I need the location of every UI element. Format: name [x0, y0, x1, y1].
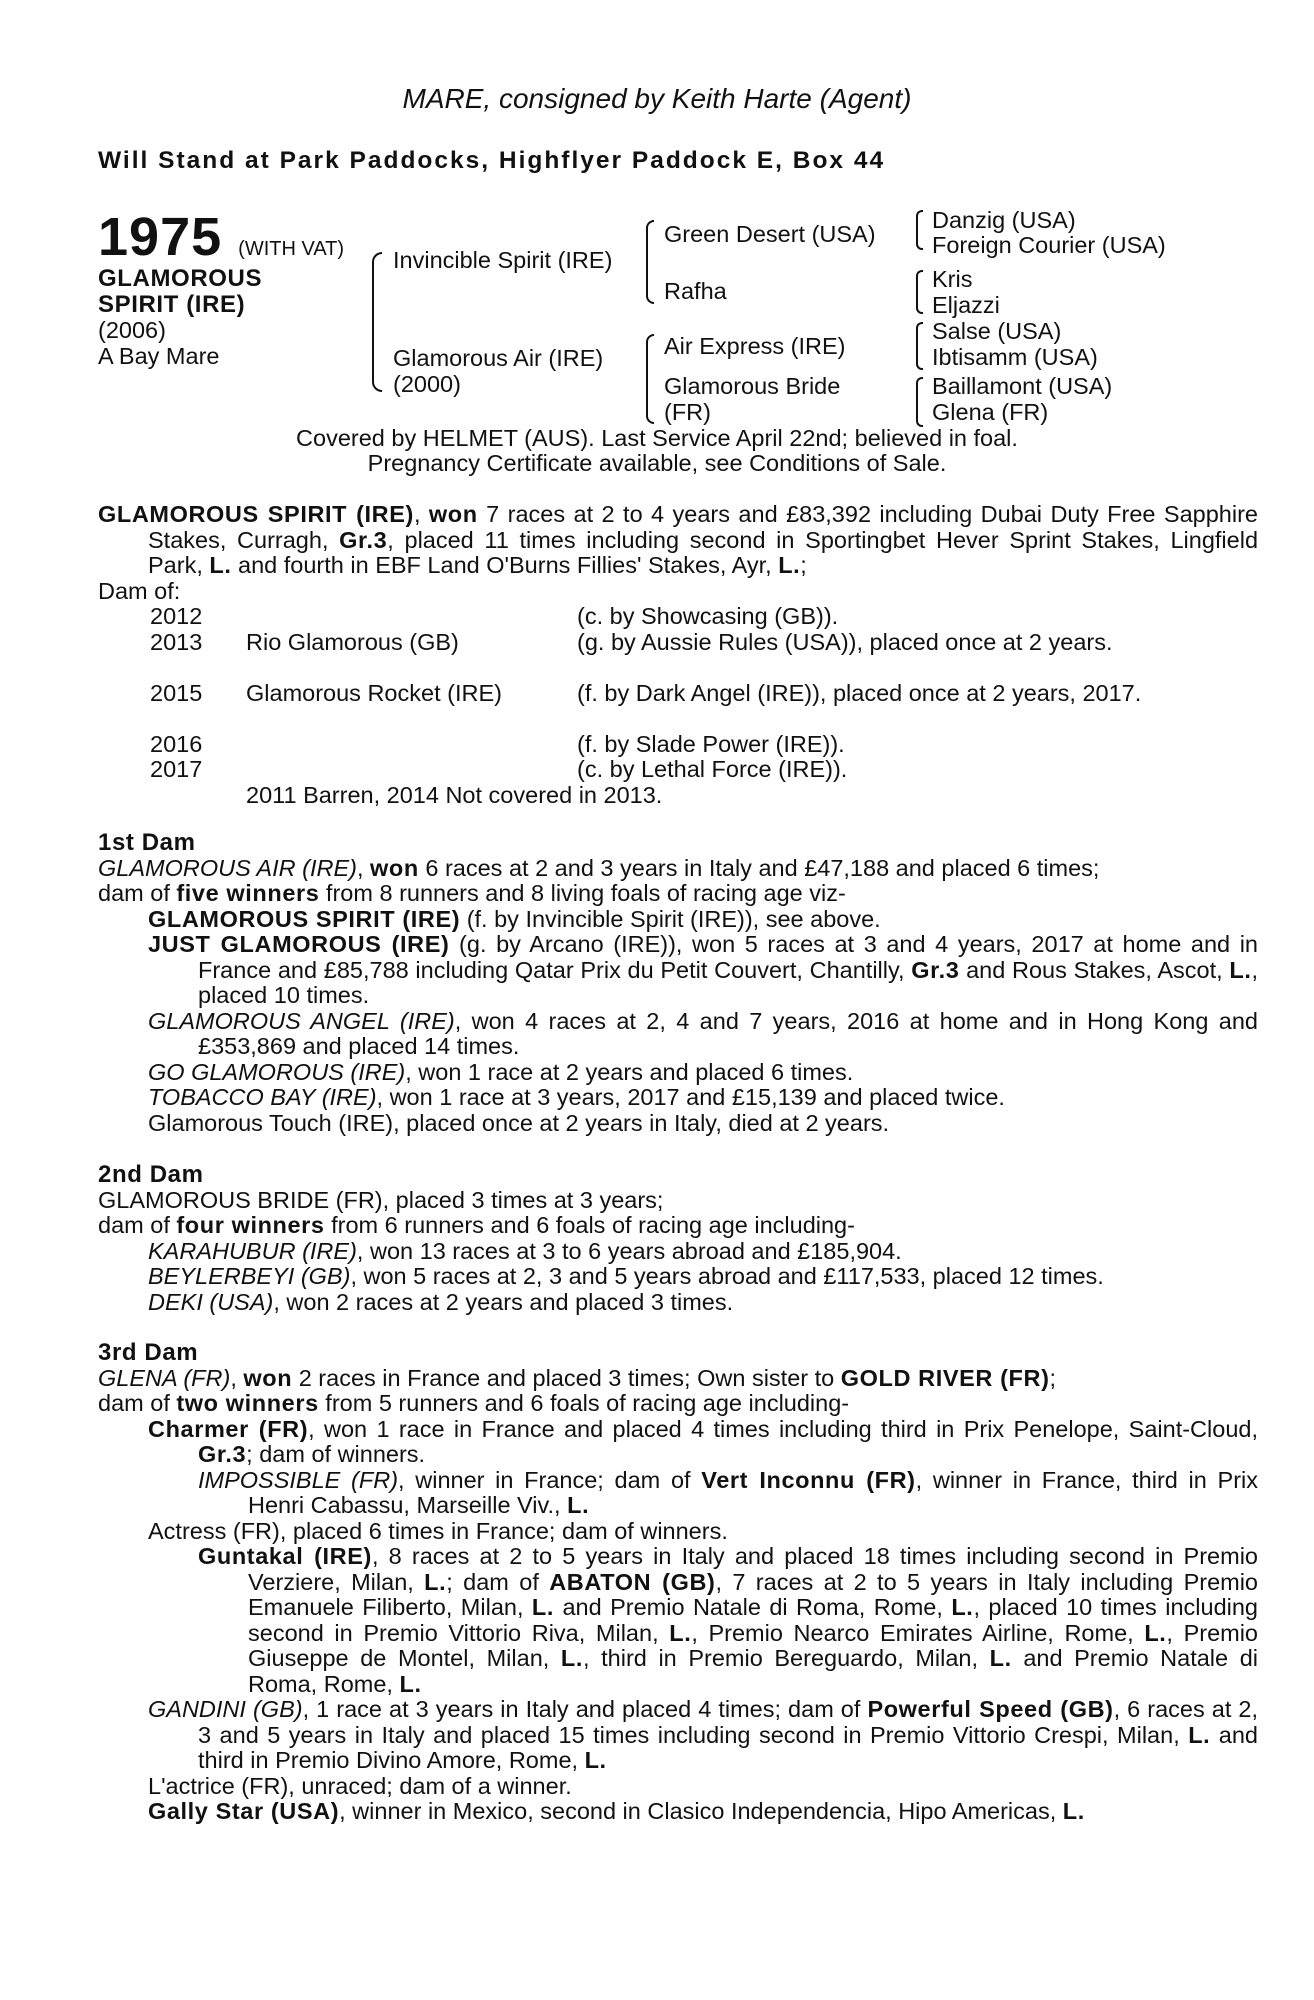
pedigree-sire-dam: Rafha — [664, 278, 727, 304]
child-name: BEYLERBEYI (GB) — [148, 1263, 351, 1289]
listed-label: L. — [424, 1568, 447, 1595]
produce-year: 2012 — [150, 603, 203, 629]
won-label: won — [243, 1364, 293, 1391]
winner-name: ABATON (GB) — [549, 1568, 716, 1595]
intro-text-3: and fourth in EBF Land O'Burns Fillies' Stakes, Ayr, — [231, 552, 779, 578]
child-name: KARAHUBUR (IRE) — [148, 1237, 357, 1264]
first-dam-child — [98, 907, 1208, 933]
third-dam-text: 2 races in France and placed 3 times; Own sister to — [292, 1364, 841, 1391]
child-text: , Premio Giuseppe de Montel, Milan, — [248, 1619, 1259, 1671]
grade-label: Gr.3 — [339, 526, 388, 553]
grade-label: Gr.3 — [198, 1441, 247, 1467]
produce-year: 2015 — [150, 679, 203, 706]
listed-label: L. — [209, 552, 232, 578]
horse-name-line1: GLAMOROUS — [98, 265, 263, 292]
child-name: IMPOSSIBLE (FR) — [198, 1466, 399, 1493]
intro-text-1: 7 races at 2 to 4 years and £83,392 including Dubai Duty Free Sapphire Stakes, Curragh, — [148, 501, 1258, 553]
lot-number-value: 1975 — [98, 207, 223, 267]
third-dam-grandchild — [98, 1543, 1259, 1697]
child-text: , won 4 races at 2, 4 and 7 years, 2016 at home and in Hong Kong and £353,869 and placed 14 times. — [198, 1007, 1259, 1059]
separator: , — [230, 1364, 244, 1391]
pedigree-dam-dam-country: (FR) — [664, 399, 711, 425]
listed-label: L. — [1144, 1619, 1167, 1646]
listed-label: L. — [1062, 1798, 1085, 1824]
child-text: , won 1 race at 3 years, 2017 and £15,139 and placed twice. — [376, 1084, 1005, 1110]
separator: , — [356, 854, 371, 881]
child-entry — [148, 932, 1258, 1009]
summary-text: dam of — [98, 1212, 177, 1238]
produce-row — [0, 630, 1314, 681]
child-entry — [148, 1799, 1258, 1825]
listed-label: L. — [669, 1619, 692, 1646]
third-dam-line — [98, 1366, 1208, 1392]
listed-label: L. — [1188, 1721, 1211, 1748]
child-name: TOBACCO BAY (IRE) — [148, 1084, 377, 1110]
third-dam-grandchild — [98, 1466, 1258, 1519]
produce-desc: (c. by Lethal Force (IRE)). — [577, 756, 848, 782]
barren-note — [0, 783, 1314, 809]
produce-record — [98, 501, 1259, 604]
listed-label: L. — [951, 1594, 974, 1620]
third-dam-produce-summary — [98, 1391, 1208, 1417]
child-text: , won 1 race in France and placed 4 times including third in Prix Penelope, Saint-Cloud, — [308, 1415, 1258, 1442]
third-dam-text: ; — [1049, 1364, 1057, 1391]
pedigree-ddd: Glena (FR) — [932, 399, 1049, 425]
won-label: won — [370, 854, 419, 881]
child-text: , third in Premio Bereguardo, Milan, — [583, 1645, 990, 1671]
brace-ss — [916, 210, 923, 250]
first-dam-child: Glamorous Touch (IRE), placed once at 2 years in Italy, died at 2 years. — [148, 1109, 890, 1136]
listed-label: L. — [567, 1492, 590, 1518]
intro-text-4: ; — [800, 552, 807, 578]
pedigree-dam-year: (2000) — [393, 371, 461, 397]
brace-main — [372, 252, 382, 392]
child-name: GLAMOROUS SPIRIT (IRE) — [148, 905, 461, 932]
child-entry — [198, 1468, 1258, 1519]
grade-label: Gr.3 — [911, 956, 960, 983]
child-text: , Premio Nearco Emirates Airline, Rome, — [691, 1619, 1145, 1646]
winners-count: two winners — [176, 1390, 319, 1416]
covered-note: Covered by HELMET (AUS). Last Service April 22nd; believed in foal. — [296, 425, 1018, 451]
horse-description: A Bay Mare — [98, 343, 220, 369]
third-dam-child — [98, 1415, 1258, 1468]
first-dam-produce-summary — [98, 881, 1208, 907]
pedigree-dss: Salse (USA) — [932, 318, 1062, 344]
produce-desc: (f. by Slade Power (IRE)). — [577, 730, 845, 757]
second-dam-child — [98, 1264, 1208, 1290]
child-text: , winner in France, third in Prix Henri Cabassu, Marseille Viv., — [248, 1466, 1258, 1518]
child-text: , won 5 races at 2, 3 and 5 years abroad and £117,533, placed 12 times. — [350, 1263, 1104, 1289]
pedigree-dsd: Ibtisamm (USA) — [932, 344, 1098, 370]
child-name: GANDINI (GB) — [148, 1696, 303, 1722]
first-dam-section — [98, 829, 1259, 1136]
child-entry — [148, 1009, 1258, 1060]
listed-label: L. — [989, 1645, 1012, 1671]
sister-name: GOLD RIVER (FR) — [840, 1364, 1050, 1391]
pedigree-sire: Invincible Spirit (IRE) — [393, 247, 613, 273]
produce-year: 2016 — [150, 730, 203, 757]
produce-list — [0, 604, 1314, 808]
child-text: and Rous Stakes, Ascot, — [959, 956, 1230, 983]
child-entry — [148, 1697, 1258, 1774]
child-text: and Premio Natale di Roma, Rome, — [248, 1645, 1258, 1697]
child-name: JUST GLAMOROUS (IRE) — [148, 931, 450, 957]
horse-name-line2: SPIRIT (IRE) — [98, 291, 246, 318]
listed-label: L. — [1229, 956, 1252, 983]
third-dam-child — [98, 1696, 1259, 1774]
pedigree-dam-sire: Air Express (IRE) — [664, 333, 846, 359]
mare-name: GLAMOROUS SPIRIT (IRE) — [98, 501, 414, 527]
first-dam-heading: 1st Dam — [98, 829, 196, 856]
second-dam-child — [98, 1239, 1208, 1265]
third-dam-grandchild — [98, 1799, 1208, 1825]
stand-location: Will Stand at Park Paddocks, Highflyer Paddock E, Box 44 — [98, 147, 886, 174]
listed-label: L. — [560, 1645, 583, 1671]
child-text: ; dam of — [446, 1568, 550, 1595]
summary-text: dam of — [98, 880, 177, 906]
produce-row — [0, 681, 1314, 732]
first-dam-name: GLAMOROUS AIR (IRE) — [98, 854, 357, 881]
second-dam-child — [98, 1290, 1208, 1316]
child-entry — [198, 1544, 1258, 1697]
produce-name: Glamorous Rocket (IRE) — [246, 679, 502, 706]
produce-year: 2017 — [150, 756, 203, 782]
pedigree-dds: Baillamont (USA) — [932, 373, 1113, 399]
child-name: DEKI (USA) — [148, 1288, 274, 1315]
produce-name: Rio Glamorous (GB) — [246, 628, 459, 655]
third-dam-child: L'actrice (FR), unraced; dam of a winner. — [148, 1772, 572, 1799]
produce-desc: (f. by Dark Angel (IRE)), placed once at 2 years, 2017. — [577, 679, 1142, 706]
dam-of-label: Dam of: — [98, 577, 181, 604]
pedigree-sire-sire: Green Desert (USA) — [664, 221, 876, 247]
child-text: and Premio Natale di Roma, Rome, — [554, 1594, 952, 1620]
produce-row — [0, 757, 1314, 783]
child-text: (f. by Invincible Spirit (IRE)), see above. — [460, 905, 881, 932]
child-text: , winner in France; dam of — [398, 1466, 702, 1493]
third-dam-name: GLENA (FR) — [98, 1364, 231, 1391]
listed-label: L. — [399, 1670, 422, 1697]
child-text: , won 1 race at 2 years and placed 6 times. — [405, 1058, 854, 1085]
vat-note: (WITH VAT) — [238, 238, 345, 260]
child-text: , 8 races at 2 to 5 years in Italy and placed 18 times including second in Premio Verziere, Milan, — [248, 1543, 1258, 1595]
first-dam-child — [98, 1085, 1208, 1111]
first-dam-child — [98, 931, 1258, 1009]
child-text: and third in Premio Divino Amore, Rome, — [198, 1721, 1258, 1773]
separator: , — [413, 501, 429, 527]
pedigree-ssd: Foreign Courier (USA) — [932, 232, 1166, 258]
child-name: Gally Star (USA) — [148, 1798, 340, 1824]
produce-row — [0, 732, 1314, 758]
summary-text: dam of — [98, 1390, 177, 1416]
produce-row — [0, 604, 1314, 630]
child-name: GLAMOROUS ANGEL (IRE) — [148, 1007, 455, 1034]
second-dam-produce-summary — [98, 1213, 1208, 1239]
brace-ds — [916, 322, 923, 370]
brace-sire — [646, 220, 654, 304]
summary-text: from 6 runners and 6 foals of racing age including- — [324, 1212, 855, 1238]
pedigree-sds: Kris — [932, 266, 973, 292]
produce-desc: (c. by Showcasing (GB)). — [577, 603, 839, 629]
winners-count: five winners — [176, 880, 320, 906]
child-text: , winner in Mexico, second in Clasico Independencia, Hipo Americas, — [339, 1798, 1063, 1824]
pedigree-dam-dam: Glamorous Bride — [664, 373, 841, 399]
child-text: , won 13 races at 3 to 6 years abroad and £185,904. — [356, 1237, 902, 1264]
winner-name: Powerful Speed (GB) — [867, 1696, 1114, 1722]
first-dam-child — [98, 1060, 1208, 1086]
third-dam-child: Actress (FR), placed 6 times in France; dam of winners. — [148, 1517, 728, 1544]
third-dam-heading: 3rd Dam — [98, 1339, 199, 1366]
produce-desc: (g. by Aussie Rules (USA)), placed once at 2 years. — [577, 628, 1113, 655]
listed-label: L. — [531, 1594, 555, 1620]
third-dam-section — [98, 1339, 1259, 1825]
second-dam-section — [98, 1162, 1208, 1315]
child-text: , 6 races at 2, 3 and 5 years in Italy and placed 15 times including second in Premio Vittorio Crespi, Milan, — [198, 1696, 1259, 1748]
child-text: , 7 races at 2 to 5 years in Italy including Premio Emanuele Filiberto, Milan, — [248, 1568, 1258, 1620]
child-name: Guntakal (IRE) — [198, 1543, 372, 1569]
child-text: ; dam of winners. — [246, 1441, 426, 1467]
brace-sd — [916, 270, 923, 314]
child-name: GO GLAMOROUS (IRE) — [148, 1058, 406, 1085]
listed-label: L. — [584, 1747, 607, 1773]
catalogue-title: MARE, consigned by Keith Harte (Agent) — [402, 83, 912, 114]
won-label: won — [428, 501, 478, 527]
child-entry — [148, 1417, 1258, 1468]
winner-name: Vert Inconnu (FR) — [701, 1466, 916, 1493]
child-text: , placed 10 times. — [198, 956, 1258, 1008]
pedigree-sdd: Eljazzi — [932, 292, 1000, 318]
child-text: (g. by Arcano (IRE)), won 5 races at 3 and 4 years, 2017 at home and in France and £85,788 including Qatar Prix du Petit Couvert, Chantilly, — [198, 931, 1258, 983]
first-dam-child — [98, 1007, 1259, 1060]
listed-label: L. — [778, 552, 801, 578]
brace-dd — [916, 377, 923, 427]
brace-dam — [646, 334, 654, 424]
horse-year: (2006) — [98, 317, 166, 343]
pedigree-sss: Danzig (USA) — [932, 207, 1076, 233]
child-text: , won 2 races at 2 years and placed 3 times. — [273, 1288, 734, 1315]
first-dam-line — [98, 856, 1208, 882]
produce-intro — [98, 502, 1258, 579]
barren-text: 2011 Barren, 2014 Not covered in 2013. — [246, 781, 663, 808]
first-dam-text: 6 races at 2 and 3 years in Italy and £47,188 and placed 6 times; — [418, 854, 1100, 881]
summary-text: from 5 runners and 6 foals of racing age including- — [318, 1390, 850, 1416]
produce-year: 2013 — [150, 628, 203, 655]
child-name: Charmer (FR) — [148, 1415, 309, 1442]
child-text: , placed 10 times including second in Premio Vittorio Riva, Milan, — [248, 1594, 1258, 1646]
pregnancy-note: Pregnancy Certificate available, see Conditions of Sale. — [367, 450, 947, 476]
intro-text-2: , placed 11 times including second in Sportingbet Hever Sprint Stakes, Lingfield Park, — [148, 526, 1259, 578]
pedigree-dam: Glamorous Air (IRE) — [393, 345, 604, 371]
second-dam-heading: 2nd Dam — [98, 1161, 204, 1188]
summary-text: from 8 runners and 8 living foals of racing age viz- — [319, 880, 846, 906]
child-text: , 1 race at 3 years in Italy and placed 4 times; dam of — [302, 1696, 868, 1722]
winners-count: four winners — [176, 1212, 325, 1238]
second-dam-line: GLAMOROUS BRIDE (FR), placed 3 times at 3 years; — [98, 1186, 664, 1213]
